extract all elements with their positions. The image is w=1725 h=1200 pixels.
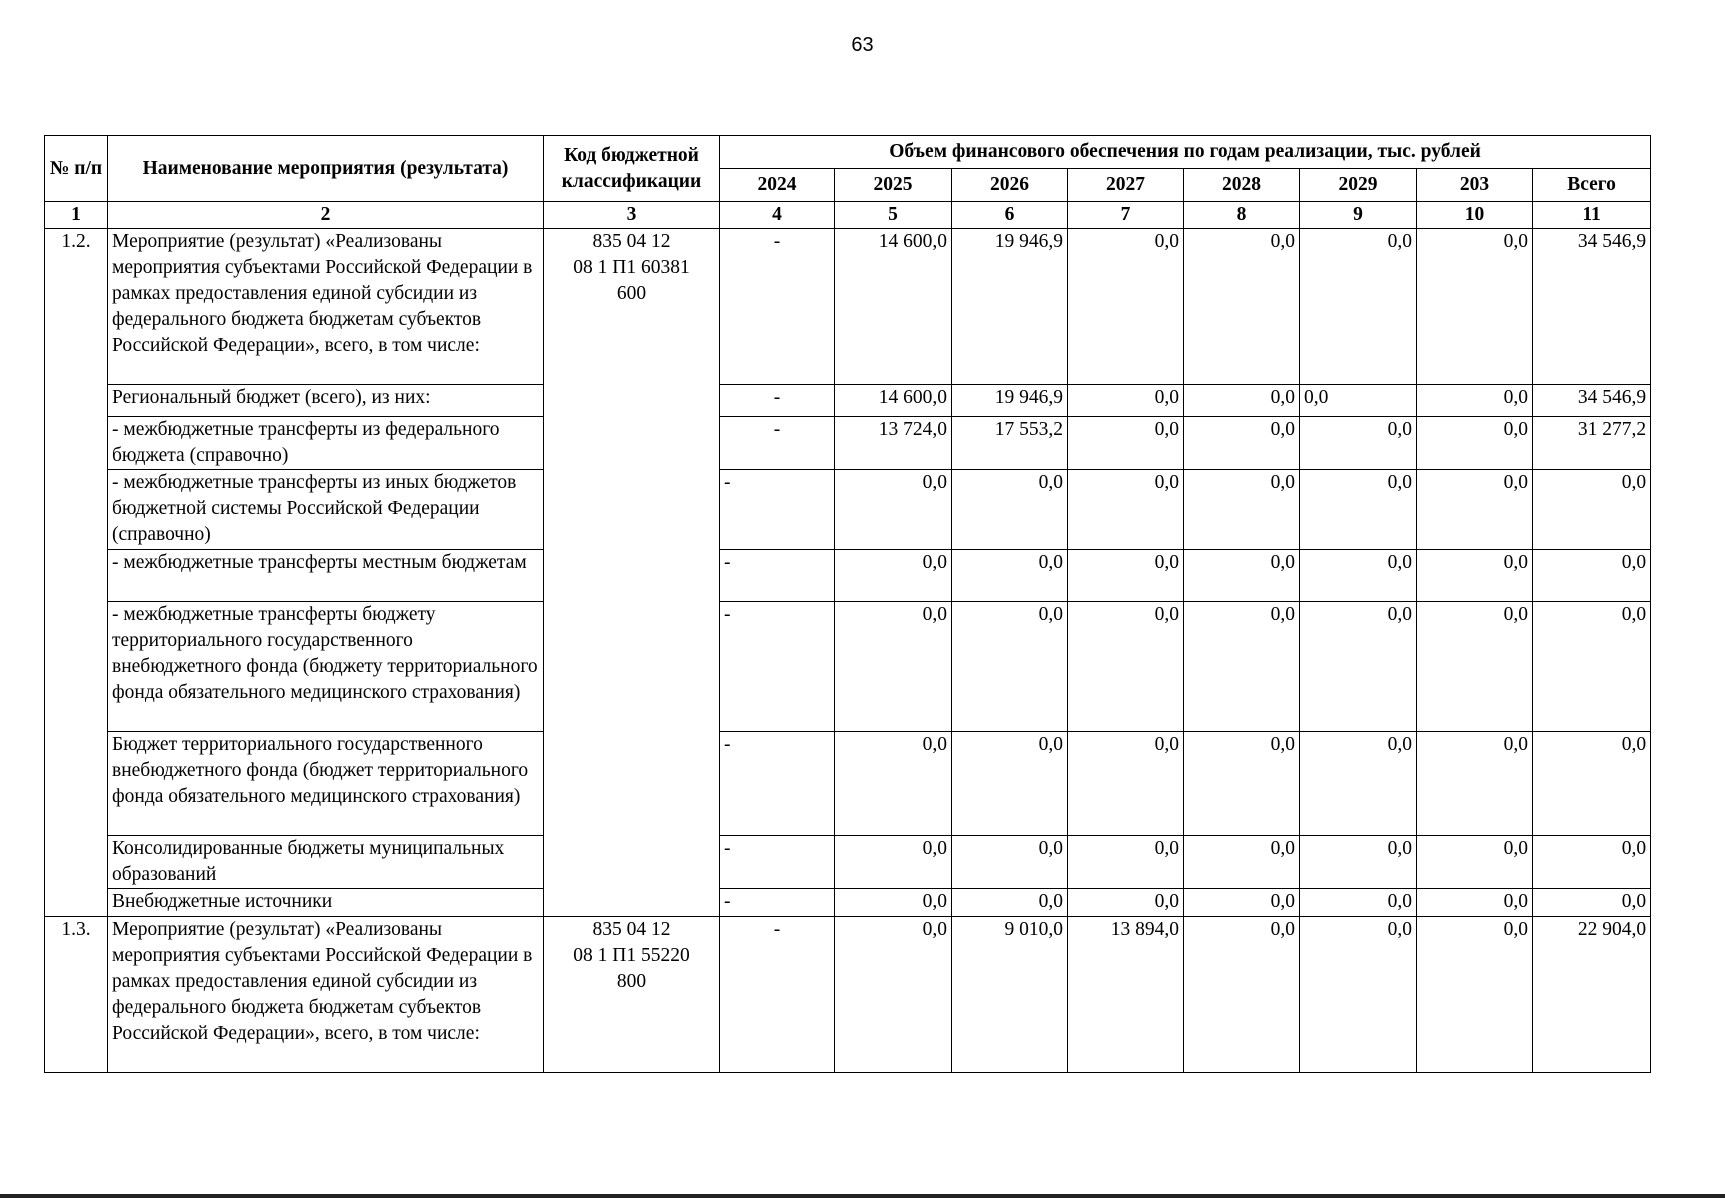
value-2025: 0,0 (835, 732, 952, 836)
header-year-203: 203 (1417, 169, 1533, 202)
table-row (45, 550, 1651, 602)
row-number: 1.3. (45, 917, 108, 1073)
value-2025: 0,0 (835, 602, 952, 732)
row-name: Консолидированные бюджеты муниципальных образований (108, 836, 544, 889)
value-203: 0,0 (1417, 889, 1533, 917)
value-2029: 0,0 (1300, 732, 1417, 836)
value-total: 34 546,9 (1533, 229, 1651, 385)
value-2026: 0,0 (952, 732, 1068, 836)
column-index: 8 (1184, 202, 1300, 229)
value-2024: - (720, 889, 835, 917)
financing-table (44, 135, 1651, 1073)
row-name: Внебюджетные источники (108, 889, 544, 917)
value-2025: 14 600,0 (835, 229, 952, 385)
value-2024: - (720, 602, 835, 732)
value-total: 34 546,9 (1533, 385, 1651, 417)
column-index: 1 (45, 202, 108, 229)
table-row (45, 470, 1651, 550)
table-row (45, 602, 1651, 732)
table-row (45, 889, 1651, 917)
value-2028: 0,0 (1184, 732, 1300, 836)
value-total: 0,0 (1533, 836, 1651, 889)
value-2028: 0,0 (1184, 836, 1300, 889)
value-2028: 0,0 (1184, 917, 1300, 1073)
header-code: Код бюджетной классификации (544, 136, 720, 202)
value-total: 31 277,2 (1533, 417, 1651, 470)
header-year-2029: 2029 (1300, 169, 1417, 202)
value-203: 0,0 (1417, 602, 1533, 732)
value-2028: 0,0 (1184, 889, 1300, 917)
value-2027: 0,0 (1068, 385, 1184, 417)
column-index: 7 (1068, 202, 1184, 229)
value-2029: 0,0 (1300, 385, 1417, 417)
page-number: 63 (851, 34, 874, 56)
value-2026: 19 946,9 (952, 385, 1068, 417)
value-2027: 13 894,0 (1068, 917, 1184, 1073)
value-2024: - (720, 417, 835, 470)
row-name: - межбюджетные трансферты местным бюджетам (108, 550, 544, 602)
value-2024: - (720, 229, 835, 385)
value-203: 0,0 (1417, 550, 1533, 602)
value-2024: - (720, 836, 835, 889)
table-row (45, 732, 1651, 836)
row-number: 1.2. (45, 229, 108, 917)
table-row (45, 385, 1651, 417)
value-2026: 0,0 (952, 602, 1068, 732)
value-2025: 13 724,0 (835, 417, 952, 470)
value-2025: 0,0 (835, 917, 952, 1073)
header-financing-group: Объем финансового обеспечения по годам реализации, тыс. рублей (720, 136, 1651, 169)
value-2028: 0,0 (1184, 470, 1300, 550)
column-index: 11 (1533, 202, 1651, 229)
value-2029: 0,0 (1300, 889, 1417, 917)
value-total: 22 904,0 (1533, 917, 1651, 1073)
value-2027: 0,0 (1068, 889, 1184, 917)
header-year-2028: 2028 (1184, 169, 1300, 202)
value-2024: - (720, 732, 835, 836)
value-2025: 0,0 (835, 550, 952, 602)
value-2029: 0,0 (1300, 917, 1417, 1073)
row-name: - межбюджетные трансферты из федерального бюджета (справочно) (108, 417, 544, 470)
value-2029: 0,0 (1300, 836, 1417, 889)
value-2029: 0,0 (1300, 470, 1417, 550)
budget-code: 835 04 12 08 1 П1 60381 600 (544, 229, 720, 917)
value-2029: 0,0 (1300, 417, 1417, 470)
value-2026: 0,0 (952, 470, 1068, 550)
value-total: 0,0 (1533, 470, 1651, 550)
value-2025: 14 600,0 (835, 385, 952, 417)
page-bottom-edge (0, 1194, 1725, 1198)
value-2024: - (720, 917, 835, 1073)
value-2026: 17 553,2 (952, 417, 1068, 470)
table-row (45, 229, 1651, 385)
budget-code: 835 04 12 08 1 П1 55220 800 (544, 917, 720, 1073)
value-2026: 9 010,0 (952, 917, 1068, 1073)
column-index: 3 (544, 202, 720, 229)
column-index-row (45, 202, 1651, 229)
column-index: 4 (720, 202, 835, 229)
value-203: 0,0 (1417, 385, 1533, 417)
row-name: Бюджет территориального государственного внебюджетного фонда (бюджет территориального фонда обязательного медицинского страхования) (108, 732, 544, 836)
value-2024: - (720, 470, 835, 550)
value-2029: 0,0 (1300, 602, 1417, 732)
table-row (45, 917, 1651, 1073)
header-total: Всего (1533, 169, 1651, 202)
column-index: 9 (1300, 202, 1417, 229)
value-203: 0,0 (1417, 229, 1533, 385)
value-203: 0,0 (1417, 417, 1533, 470)
value-total: 0,0 (1533, 550, 1651, 602)
header-year-2027: 2027 (1068, 169, 1184, 202)
value-total: 0,0 (1533, 889, 1651, 917)
table-row (45, 836, 1651, 889)
row-name: Мероприятие (результат) «Реализованы мероприятия субъектами Российской Федерации в рамках предоставления единой субсидии из федерального бюджета бюджетам субъектов Российской Федерации», всего, в том числе: (108, 229, 544, 385)
value-2029: 0,0 (1300, 550, 1417, 602)
value-2028: 0,0 (1184, 602, 1300, 732)
value-2027: 0,0 (1068, 550, 1184, 602)
value-2024: - (720, 550, 835, 602)
value-2027: 0,0 (1068, 417, 1184, 470)
value-2025: 0,0 (835, 889, 952, 917)
column-index: 5 (835, 202, 952, 229)
value-total: 0,0 (1533, 602, 1651, 732)
table-row (45, 417, 1651, 470)
value-2027: 0,0 (1068, 229, 1184, 385)
value-2027: 0,0 (1068, 836, 1184, 889)
header-year-2024: 2024 (720, 169, 835, 202)
value-203: 0,0 (1417, 917, 1533, 1073)
value-total: 0,0 (1533, 732, 1651, 836)
row-name: - межбюджетные трансферты бюджету территориального государственного внебюджетного фонда (бюджету территориального фонда обязательного медицинского страхования) (108, 602, 544, 732)
row-name: Региональный бюджет (всего), из них: (108, 385, 544, 417)
column-index: 2 (108, 202, 544, 229)
value-2025: 0,0 (835, 836, 952, 889)
value-203: 0,0 (1417, 470, 1533, 550)
header-year-2026: 2026 (952, 169, 1068, 202)
row-name: Мероприятие (результат) «Реализованы мероприятия субъектами Российской Федерации в рамках предоставления единой субсидии из федерального бюджета бюджетам субъектов Российской Федерации», всего, в том числе: (108, 917, 544, 1073)
row-name: - межбюджетные трансферты из иных бюджетов бюджетной системы Российской Федерации (справочно) (108, 470, 544, 550)
value-203: 0,0 (1417, 836, 1533, 889)
value-2026: 0,0 (952, 836, 1068, 889)
column-index: 10 (1417, 202, 1533, 229)
value-2024: - (720, 385, 835, 417)
header-year-2025: 2025 (835, 169, 952, 202)
value-2027: 0,0 (1068, 470, 1184, 550)
value-2026: 0,0 (952, 889, 1068, 917)
value-2028: 0,0 (1184, 417, 1300, 470)
value-2028: 0,0 (1184, 229, 1300, 385)
value-2027: 0,0 (1068, 602, 1184, 732)
value-203: 0,0 (1417, 732, 1533, 836)
column-index: 6 (952, 202, 1068, 229)
value-2026: 0,0 (952, 550, 1068, 602)
value-2025: 0,0 (835, 470, 952, 550)
value-2028: 0,0 (1184, 550, 1300, 602)
value-2027: 0,0 (1068, 732, 1184, 836)
value-2028: 0,0 (1184, 385, 1300, 417)
value-2029: 0,0 (1300, 229, 1417, 385)
value-2026: 19 946,9 (952, 229, 1068, 385)
header-num: № п/п (45, 136, 108, 202)
header-name: Наименование мероприятия (результата) (108, 136, 544, 202)
